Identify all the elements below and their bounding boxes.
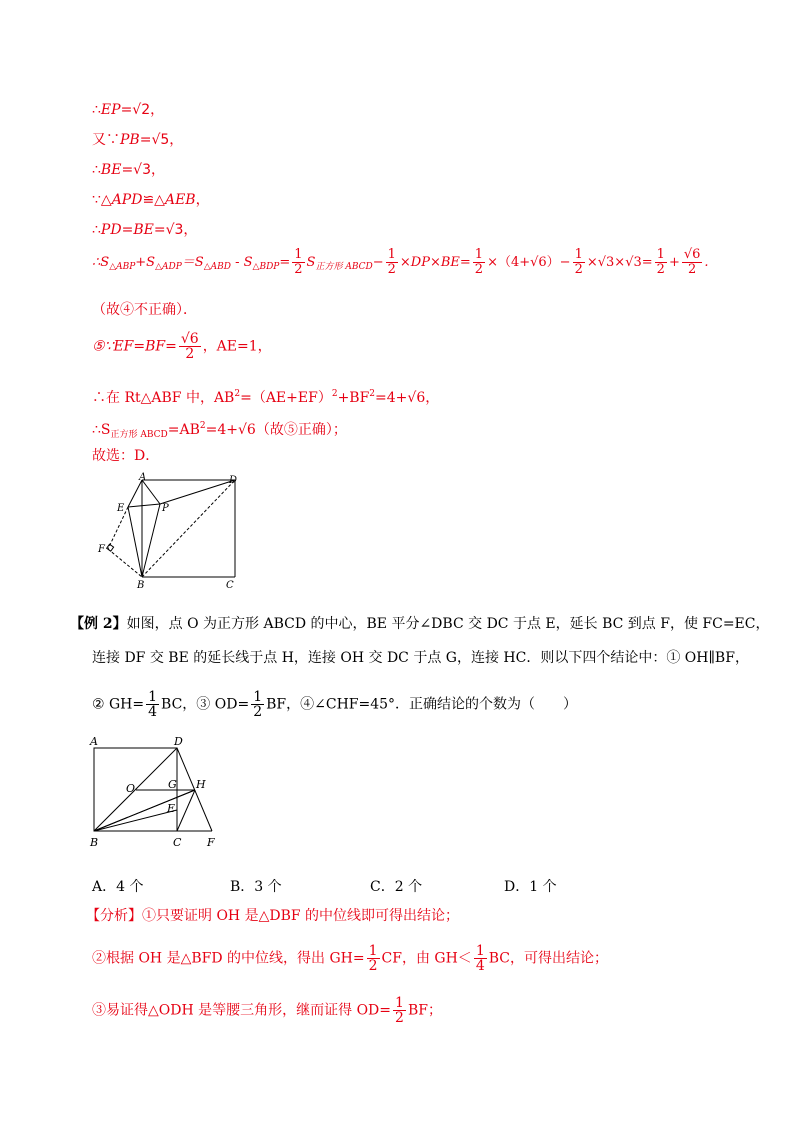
- because-triangle: ∵△: [92, 192, 112, 208]
- text: =（AE+EF）: [240, 390, 332, 406]
- text: ×DP×BE=: [399, 255, 471, 270]
- numerator: 1: [253, 689, 263, 705]
- denominator: 2: [387, 262, 396, 277]
- denominator: 4: [148, 704, 158, 720]
- figure-1-square-diagram: [90, 472, 250, 590]
- denominator: 2: [395, 1010, 404, 1026]
- text: CF，由 GH＜: [381, 950, 472, 967]
- numerator: √6: [180, 331, 199, 347]
- superscript: 2: [199, 421, 206, 431]
- segment: EP: [100, 102, 121, 118]
- figure-2-square-diagram: [88, 734, 223, 850]
- analysis-line-1: 【分析】①只要证明 OH 是△DBF 的中位线即可得出结论；: [86, 908, 460, 924]
- label-H: H: [196, 778, 206, 791]
- option-c[interactable]: C．2 个: [370, 879, 423, 895]
- subscript: 正方形 ABCD: [315, 262, 373, 272]
- text: =: [279, 255, 291, 270]
- sol-line-9: [92, 384, 439, 408]
- numerator: 1: [474, 247, 484, 262]
- superscript: 2: [331, 389, 338, 399]
- sol-line-11: 故选：D．: [92, 448, 160, 464]
- numerator: 1: [294, 247, 303, 262]
- sol-line-1: [92, 100, 164, 120]
- fraction: [473, 248, 485, 277]
- radical: √3: [165, 222, 184, 238]
- segment: PD: [100, 222, 122, 238]
- fraction: [179, 332, 201, 361]
- label-D: D: [229, 475, 238, 486]
- text: ∴在 Rt△ABF 中，AB: [92, 390, 235, 406]
- text: =4+√6（故⑤正确）；: [205, 422, 347, 438]
- segment: PB: [120, 132, 140, 148]
- denominator: 2: [687, 262, 697, 277]
- numerator: 1: [368, 943, 378, 959]
- denominator: 4: [475, 958, 485, 974]
- text: ③易证得△ODH 是等腰三角形，继而证得 OD=: [92, 1002, 392, 1019]
- label-P: P: [162, 503, 169, 514]
- denominator: 2: [474, 262, 484, 277]
- equals: =: [153, 222, 166, 238]
- sol-line-3: [92, 160, 165, 180]
- fraction: [386, 248, 398, 277]
- text: ×√3×√3=: [586, 255, 653, 270]
- sol-line-4: [92, 190, 210, 210]
- denominator: 2: [253, 704, 263, 720]
- comma: ，: [169, 132, 184, 148]
- text: ⑤∵EF=BF=: [92, 338, 177, 355]
- text: BF；: [407, 1002, 442, 1019]
- text: +S: [135, 255, 156, 270]
- label-E: E: [167, 802, 176, 815]
- sol-line-5: [92, 220, 197, 240]
- sol-line-6-area-formula: [92, 248, 709, 277]
- numerator: 1: [574, 247, 583, 262]
- fraction: [655, 248, 667, 277]
- option-d[interactable]: D．1 个: [504, 879, 557, 895]
- equals: =: [121, 162, 134, 178]
- text: ＝S: [181, 255, 204, 270]
- label-D: D: [174, 735, 183, 748]
- subscript: △ABD: [203, 262, 231, 272]
- text: BF，④∠CHF=45°．正确结论的个数为（ ）: [266, 696, 578, 713]
- label-B: B: [90, 836, 99, 849]
- subscript: △BDP: [252, 262, 280, 272]
- fraction: [146, 690, 159, 719]
- numerator: 1: [387, 247, 396, 262]
- therefore: ∴: [92, 222, 101, 238]
- fraction: [474, 944, 487, 973]
- text: ②根据 OH 是△BFD 的中位线，得出 GH=: [92, 950, 365, 967]
- label-F: F: [98, 544, 105, 555]
- label-B: B: [137, 580, 145, 590]
- radical: √2: [132, 102, 151, 118]
- numerator: 1: [656, 247, 665, 262]
- label-F: F: [207, 836, 215, 849]
- subscript: 正方形 ABCD: [110, 430, 168, 440]
- numerator: 1: [395, 995, 404, 1011]
- fraction: [292, 248, 304, 277]
- label-A: A: [139, 472, 147, 483]
- fraction: [682, 248, 703, 277]
- equals: =: [121, 222, 134, 238]
- superscript: 2: [369, 389, 376, 399]
- segment: BE: [133, 222, 154, 238]
- label-A: A: [90, 735, 98, 748]
- text: BC，③ OD=: [161, 696, 250, 713]
- example-tag: 【例 2】: [70, 616, 127, 632]
- triangle-name: APD: [111, 192, 143, 208]
- text: .: [704, 255, 709, 270]
- equals: =: [139, 132, 152, 148]
- numerator: 1: [148, 689, 158, 705]
- option-a[interactable]: A．4 个: [92, 879, 144, 895]
- text: ，AE=1，: [202, 338, 272, 355]
- denominator: 2: [656, 262, 665, 277]
- text: BC，可得出结论；: [488, 950, 608, 967]
- text: - S: [230, 255, 253, 270]
- fraction: [367, 944, 380, 973]
- sol-line-10: [92, 416, 347, 445]
- option-b[interactable]: B．3 个: [230, 879, 282, 895]
- text: +BF: [337, 390, 370, 406]
- congruent: ≌△: [142, 192, 165, 208]
- therefore: ∴: [92, 162, 101, 178]
- also-because: 又∵: [92, 132, 120, 148]
- fraction: [251, 690, 264, 719]
- text: −: [372, 255, 384, 270]
- sol-line-8: [92, 332, 272, 361]
- text: ∴S: [92, 422, 111, 438]
- therefore: ∴: [92, 102, 101, 118]
- comma: ，: [195, 192, 210, 208]
- radical: √3: [133, 162, 151, 178]
- example-2-line-2: 连接 DF 交 BE 的延长线于点 H，连接 OH 交 DC 于点 G，连接 HC．则以下四个结论中：① OH∥BF，: [92, 650, 749, 666]
- label-O: O: [126, 782, 136, 795]
- sol-line-7: （故④不正确）．: [92, 302, 197, 318]
- triangle-name: AEB: [164, 192, 196, 208]
- question-text: 如图，点 O 为正方形 ABCD 的中心，BE 平分∠DBC 交 DC 于点 E，延长 BC 到点 F，使 FC=EC，: [126, 616, 770, 632]
- denominator: 2: [368, 958, 378, 974]
- label-C: C: [226, 580, 234, 590]
- denominator: 2: [574, 262, 583, 277]
- example-2-line-3: [92, 690, 577, 719]
- segment: BE: [100, 162, 122, 178]
- fraction: [393, 996, 406, 1025]
- label-C: C: [173, 836, 182, 849]
- text: ∴S: [92, 255, 110, 270]
- subscript: △ABP: [109, 262, 136, 272]
- superscript: 2: [234, 389, 241, 399]
- denominator: 2: [294, 262, 303, 277]
- text: S: [306, 255, 316, 270]
- analysis-line-3: [92, 996, 442, 1025]
- denominator: 2: [185, 346, 195, 362]
- numerator: √6: [683, 247, 701, 262]
- equals: =: [120, 102, 133, 118]
- text: +: [668, 255, 680, 270]
- fraction: [573, 248, 585, 277]
- numerator: 1: [475, 943, 485, 959]
- example-2-line-1: [70, 614, 770, 634]
- text: =4+√6，: [375, 390, 440, 406]
- comma: ，: [150, 102, 165, 118]
- text: ×（4+√6）−: [487, 255, 571, 270]
- comma: ，: [183, 222, 198, 238]
- text: =AB: [167, 422, 200, 438]
- sol-line-2: [92, 130, 183, 150]
- label-G: G: [168, 778, 177, 791]
- analysis-line-2: [92, 944, 608, 973]
- text: ② GH=: [92, 696, 145, 713]
- radical: √5: [151, 132, 170, 148]
- comma: ，: [151, 162, 165, 178]
- subscript: △ADP: [155, 262, 182, 272]
- label-E: E: [117, 503, 125, 514]
